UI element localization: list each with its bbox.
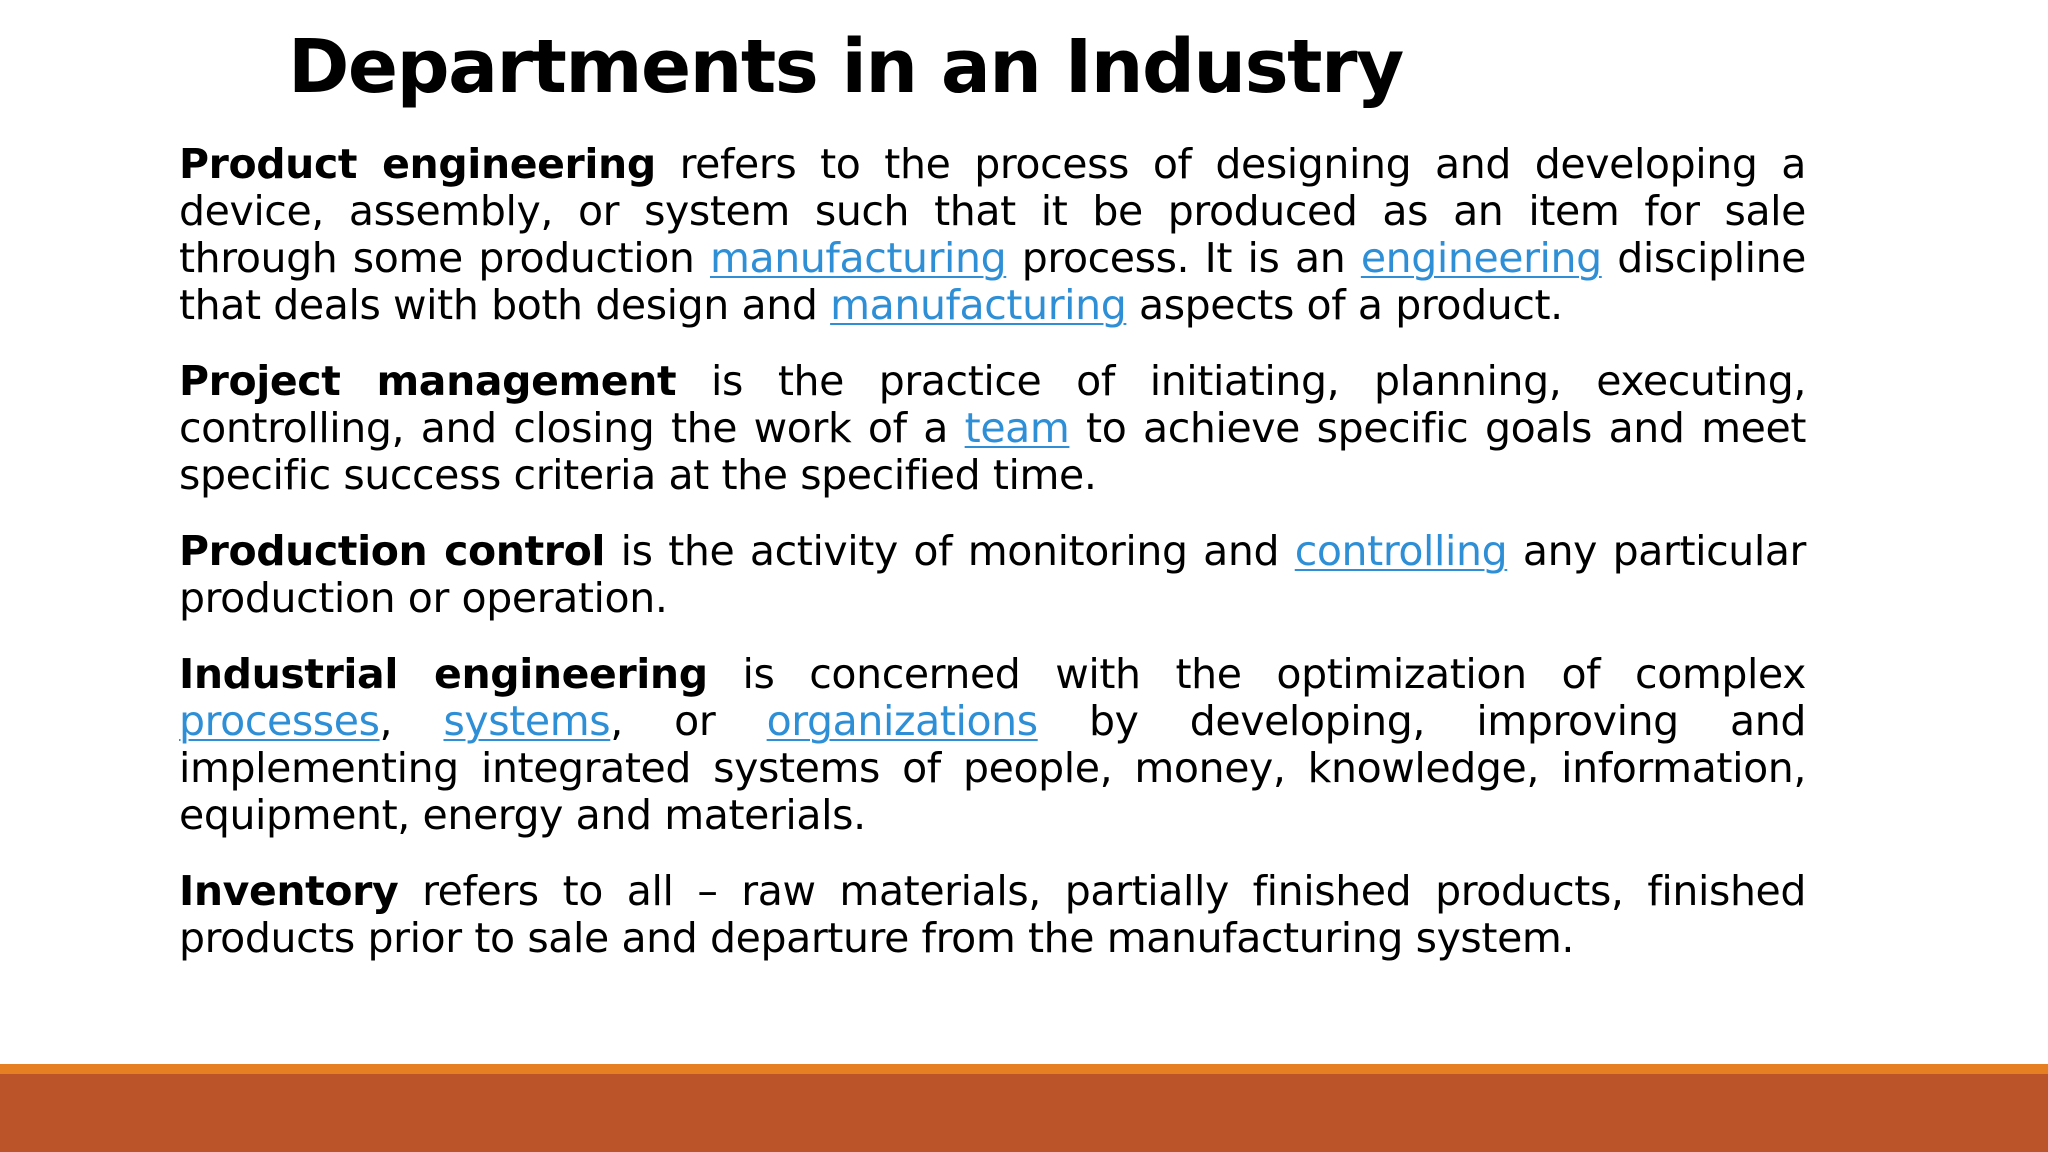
- link-engineering[interactable]: engineering: [1360, 234, 1602, 282]
- footer-accent-stripe: [0, 1064, 2048, 1074]
- text: refers to all – raw materials, partially finished products, finished products prior to sale and departure from the manufacturing system.: [179, 867, 1806, 962]
- link-systems[interactable]: systems: [443, 697, 611, 745]
- slide-title: Departments in an Industry: [288, 24, 1403, 110]
- link-manufacturing[interactable]: manufacturing: [710, 234, 1007, 282]
- text: any particular production or operation.: [179, 527, 1807, 622]
- term-product-engineering: Product engineering: [179, 140, 656, 188]
- link-controlling[interactable]: controlling: [1294, 527, 1508, 575]
- text: is concerned with the optimization of complex: [707, 650, 1806, 698]
- paragraph-industrial-engineering: [179, 651, 1806, 839]
- paragraph-project-management: [179, 358, 1806, 499]
- link-processes[interactable]: processes: [179, 697, 380, 745]
- term-production-control: Production control: [179, 527, 606, 575]
- link-organizations[interactable]: organizations: [766, 697, 1038, 745]
- term-industrial-engineering: Industrial engineering: [179, 650, 708, 698]
- text: is the practice of initiating, planning, executing, controlling, and closing the work of a: [179, 357, 1806, 452]
- text: , or: [610, 697, 767, 745]
- text: to achieve specific goals and meet specific success criteria at the specified time.: [179, 404, 1807, 499]
- paragraph-production-control: [179, 528, 1806, 622]
- paragraph-product-engineering: [179, 141, 1806, 329]
- link-team[interactable]: team: [964, 404, 1070, 452]
- slide-body: [179, 141, 1806, 991]
- text: discipline that deals with both design and: [179, 234, 1807, 329]
- link-manufacturing-2[interactable]: manufacturing: [830, 281, 1127, 329]
- text: refers to the process of designing and developing a device, assembly, or system such that it be produced as an item for sale through some production: [179, 140, 1807, 282]
- text: by developing, improving and implementing integrated systems of people, money, knowledge, information, equipment, energy and materials.: [179, 697, 1806, 839]
- text: aspects of a product.: [1126, 281, 1563, 329]
- term-project-management: Project management: [179, 357, 677, 405]
- term-inventory: Inventory: [179, 867, 399, 915]
- text: is the activity of monitoring and: [605, 527, 1295, 575]
- paragraph-inventory: [179, 868, 1806, 962]
- footer-band: [0, 1074, 2048, 1152]
- text: process. It is an: [1006, 234, 1361, 282]
- text: ,: [379, 697, 444, 745]
